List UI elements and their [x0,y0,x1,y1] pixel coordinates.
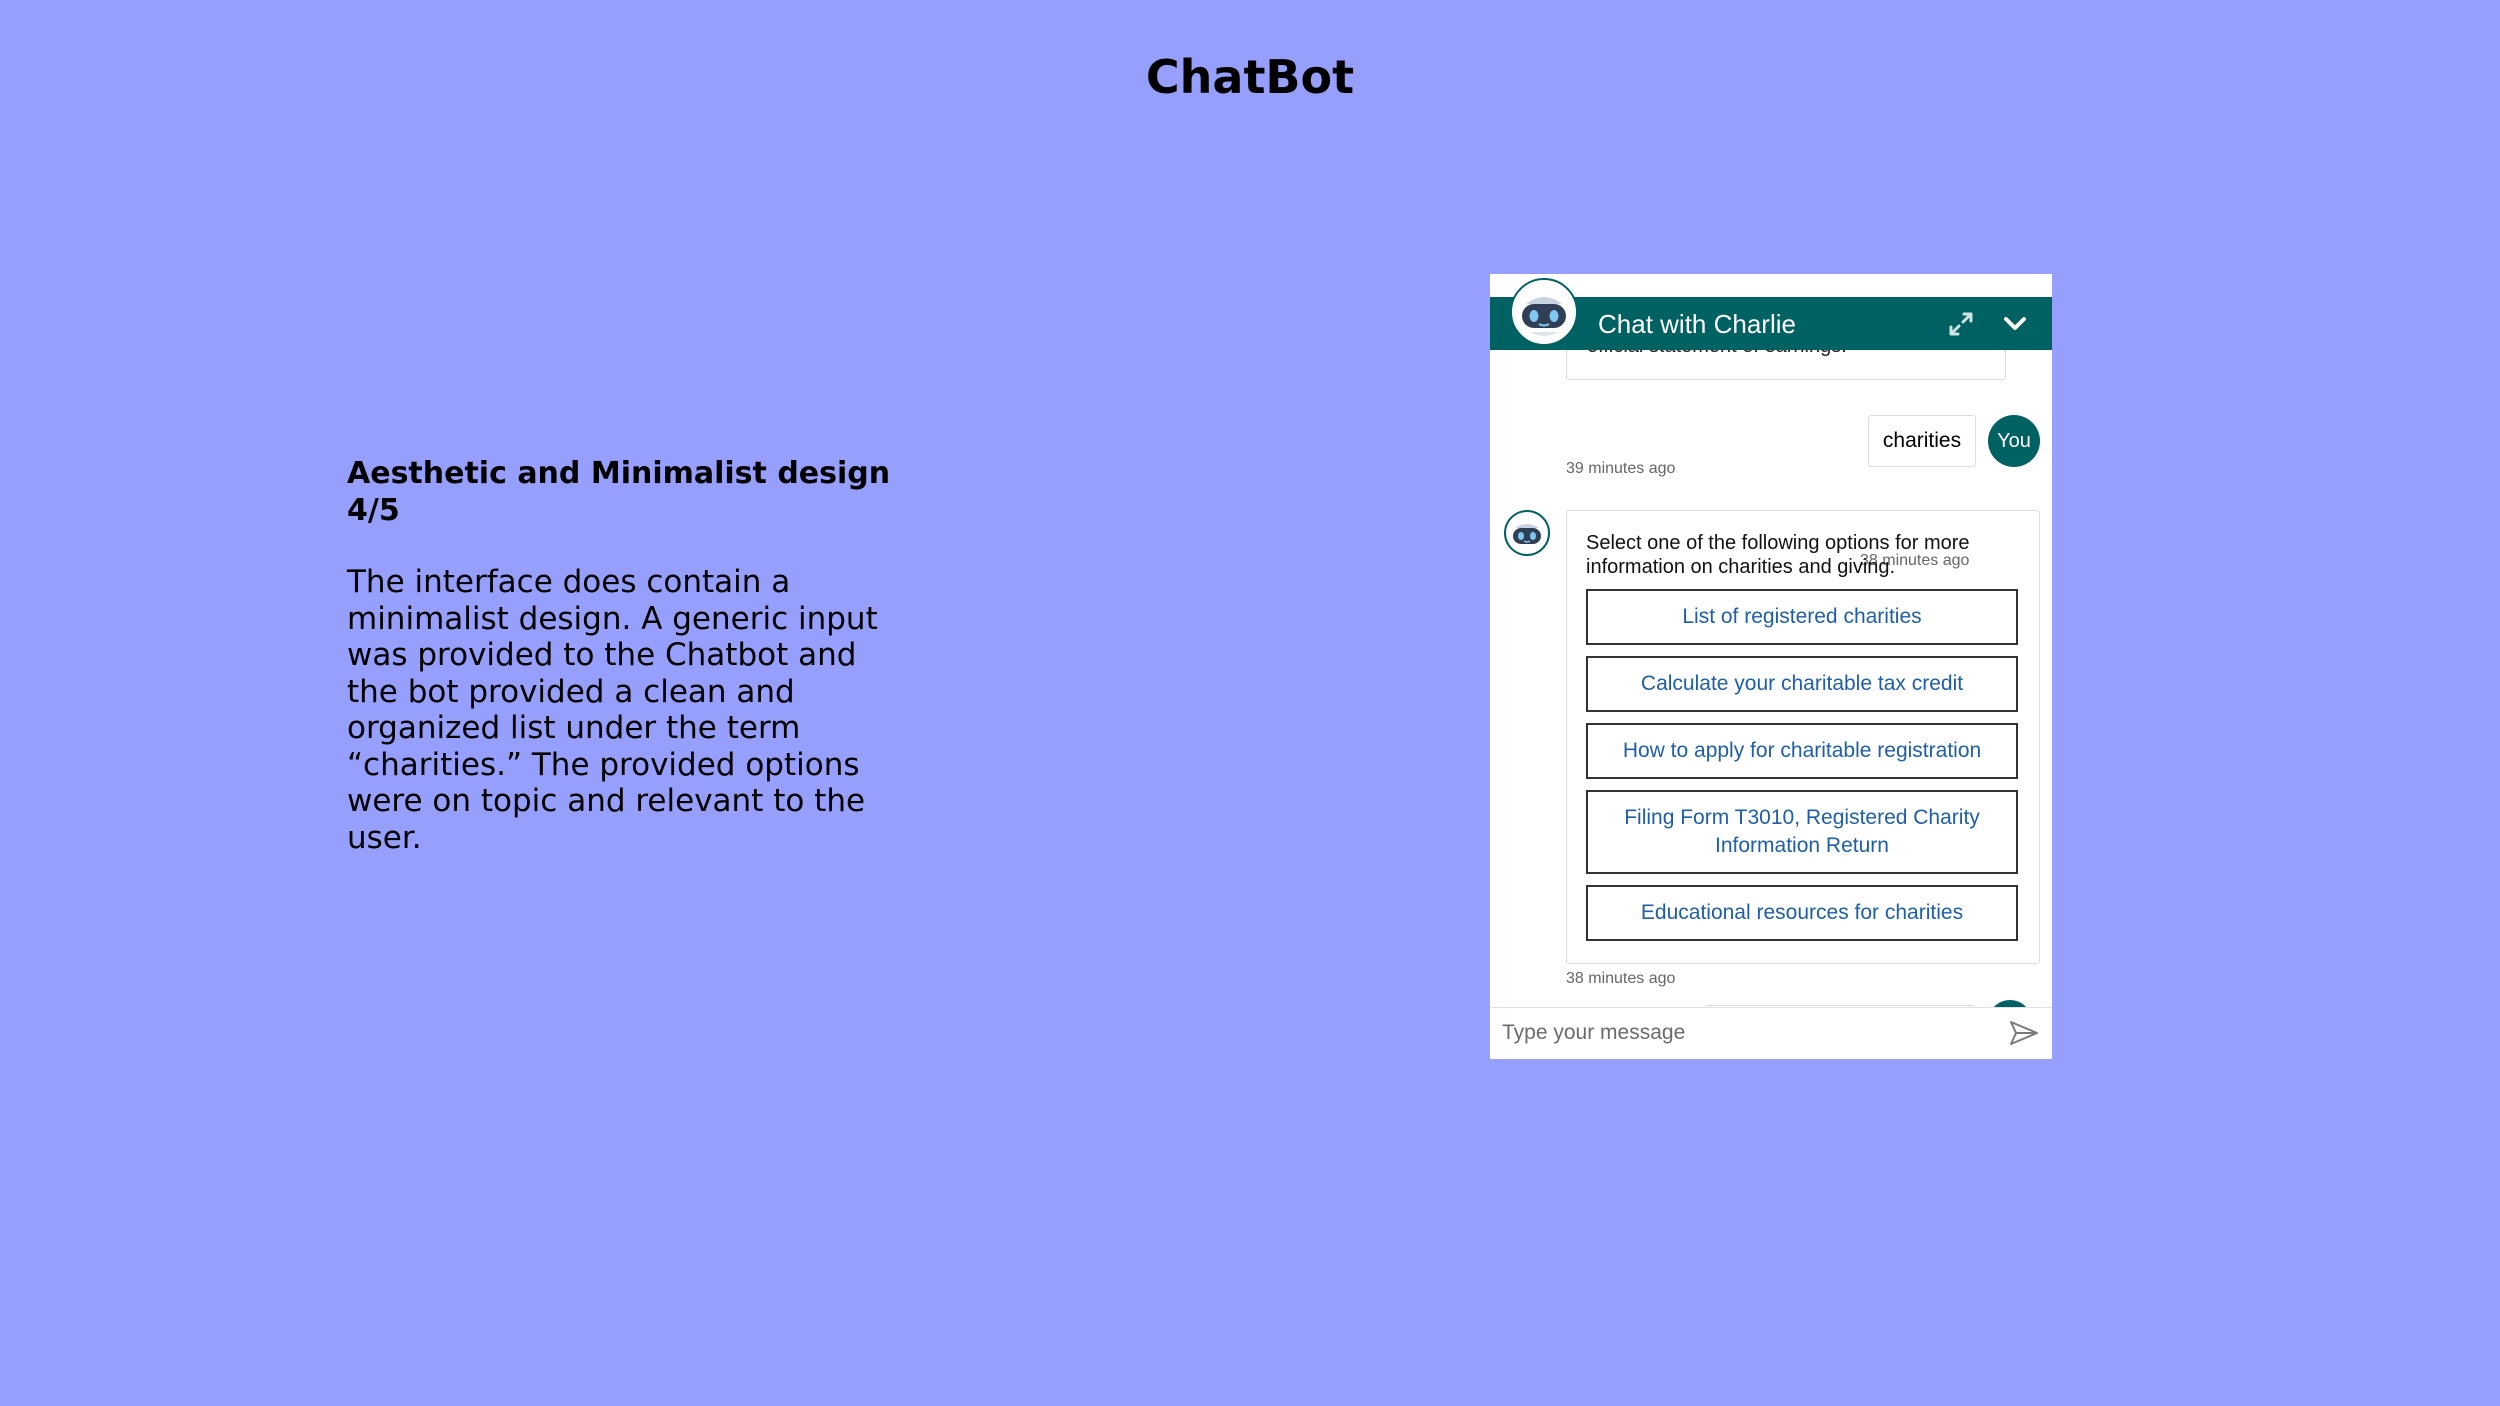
chat-title: Chat with Charlie [1598,309,1796,339]
slide-title: ChatBot [1145,50,1355,104]
user-message: charities [1868,415,1976,467]
bot-timestamp: 38 minutes ago [1566,970,1676,987]
robot-avatar-icon [1504,510,1550,556]
evaluation-text: The interface does contain a minimalist design. A generic input was provided to the Chatbot and the bot provided a clean and organized list under the term “charities.” The provided options were on topic and relevant to the user. [347,564,878,856]
message-composer [1490,1007,2052,1059]
user-avatar: You [1988,415,2040,467]
message-input[interactable] [1498,1014,1996,1052]
expand-icon[interactable] [1944,307,1978,341]
options-card [1566,510,2040,964]
robot-avatar-icon [1510,278,1578,346]
chevron-down-icon[interactable] [1998,307,2032,341]
heading-score: 4/5 [347,493,400,528]
option-charitable-registration[interactable]: How to apply for charitable registration [1586,723,2018,779]
option-educational-resources[interactable]: Educational resources for charities [1586,885,2018,941]
chat-widget [1490,274,2052,1059]
previous-timestamp: 39 minutes ago [1566,460,1676,477]
option-form-t3010[interactable]: Filing Form T3010, Registered Charity Information Return [1586,790,2018,874]
option-tax-credit[interactable]: Calculate your charitable tax credit [1586,656,2018,712]
option-registered-charities[interactable]: List of registered charities [1586,589,2018,645]
bot-prompt: Select one of the following options for more information on charities and giving. [1586,532,1970,578]
user-timestamp: 38 minutes ago [1860,552,1970,569]
heading-title: Aesthetic and Minimalist design [347,456,891,491]
message-list[interactable] [1490,350,2052,1007]
send-icon[interactable] [2008,1018,2040,1048]
section-heading [347,455,907,529]
